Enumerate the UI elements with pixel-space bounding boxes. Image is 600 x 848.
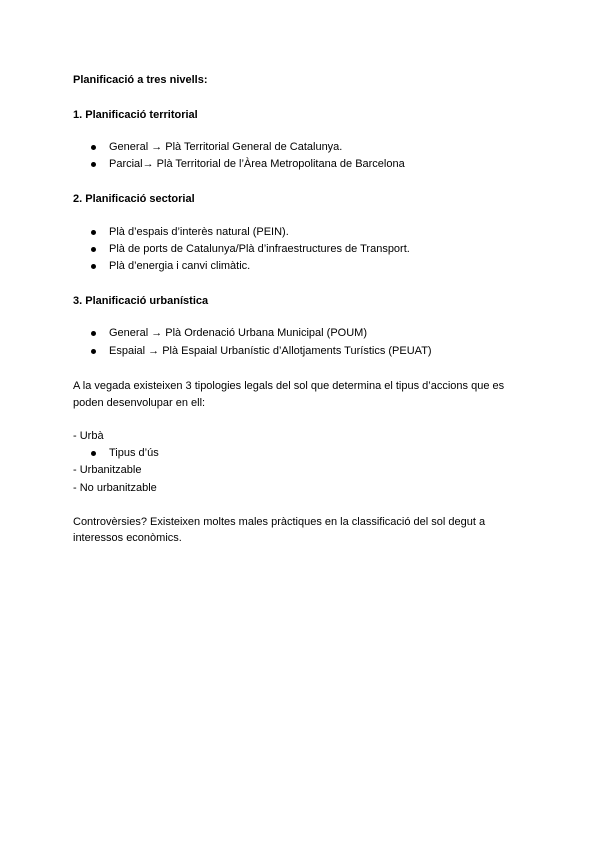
list-item: Plà de ports de Catalunya/Plà d’infraestructures de Transport. [109, 243, 410, 255]
section-title-urbanistica: 3. Planificació urbanística [73, 295, 209, 307]
list-item: General → Plà Territorial General de Catalunya. [109, 141, 343, 153]
list-item: Espaial → Plà Espaial Urbanístic d’Allotjaments Turístics (PEUAT) [109, 345, 432, 357]
bullet-icon [91, 162, 96, 167]
bullet-icon [91, 331, 96, 336]
bullet-icon [91, 230, 96, 235]
list-item: General → Plà Ordenació Urbana Municipal (POUM) [109, 327, 367, 339]
soil-type-no-urbanitzable: - No urbanitzable [73, 482, 157, 494]
bullet-icon [91, 264, 96, 269]
list-item: Parcial→ Plà Territorial de l’Àrea Metropolitana de Barcelona [109, 158, 405, 170]
section-title-sectorial: 2. Planificació sectorial [73, 193, 195, 205]
section-title-territorial: 1. Planificació territorial [73, 109, 198, 121]
soil-type-urbanitzable: - Urbanitzable [73, 464, 142, 476]
paragraph-line: interessos econòmics. [73, 532, 182, 544]
list-item: Plà d’espais d’interès natural (PEIN). [109, 226, 289, 238]
paragraph-line: Controvèrsies? Existeixen moltes males pràctiques en la classificació del sol degut a [73, 516, 486, 528]
list-item: Plà d’energia i canvi climàtic. [109, 260, 251, 272]
list-item: Tipus d’ús [109, 447, 159, 459]
main-heading: Planificació a tres nivells: [73, 74, 208, 86]
paragraph-line: A la vegada existeixen 3 tipologies legals del sol que determina el tipus d’accions que es [73, 380, 505, 392]
soil-type-urba: - Urbà [73, 430, 104, 442]
paragraph-line: poden desenvolupar en ell: [73, 397, 206, 409]
bullet-icon [91, 451, 96, 456]
bullet-icon [91, 145, 96, 150]
bullet-icon [91, 349, 96, 354]
bullet-icon [91, 247, 96, 252]
